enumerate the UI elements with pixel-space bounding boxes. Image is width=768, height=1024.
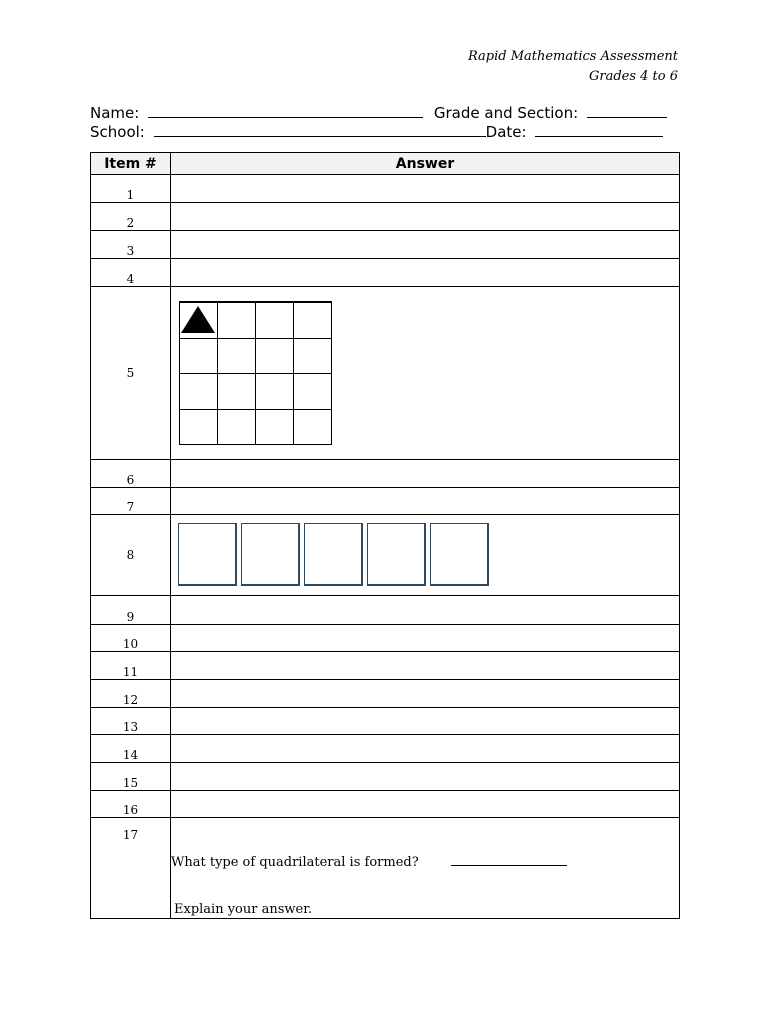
answer-cell[interactable] [171,763,680,791]
answer-cell[interactable] [171,818,680,919]
item-number: 7 [91,488,171,515]
name-label: Name: [90,104,140,122]
grid-cell[interactable] [218,303,256,339]
table-row [91,515,680,596]
item-number: 15 [91,763,171,791]
answer-cell[interactable] [171,596,680,625]
answer-cell[interactable] [171,652,680,680]
answer-boxes [178,523,489,586]
table-row [91,791,680,818]
table-row [91,708,680,735]
item-number: 16 [91,791,171,818]
grid-cell[interactable] [218,374,256,410]
answer-cell[interactable] [171,708,680,735]
grid-cell[interactable] [180,339,218,375]
answer-cell[interactable] [171,203,680,231]
grid-cell[interactable] [180,303,218,339]
answer-box[interactable] [241,523,300,586]
answer-cell[interactable] [171,488,680,515]
answer-cell[interactable] [171,680,680,708]
grid-cell[interactable] [256,339,294,375]
item-number: 3 [91,231,171,259]
answer-cell[interactable] [171,460,680,488]
assessment-title: Rapid Mathematics Assessment [467,49,678,64]
grid-cell[interactable] [294,410,332,446]
item17-question [171,853,567,870]
table-row [91,680,680,708]
answer-cell[interactable] [171,791,680,818]
item-number: 4 [91,259,171,287]
answer-cell[interactable] [171,287,680,460]
assessment-grades: Grades 4 to 6 [588,69,678,84]
grid-cell[interactable] [294,374,332,410]
triangle-icon [181,306,215,333]
school-date-row [90,122,663,141]
table-header-row [91,153,680,175]
answer-header: Answer [171,153,680,175]
answer-box[interactable] [304,523,363,586]
item-number: 9 [91,596,171,625]
grid-cell[interactable] [218,339,256,375]
grid-4x4[interactable] [179,301,332,445]
item-number: 1 [91,175,171,203]
answer-cell[interactable] [171,175,680,203]
table-row [91,287,680,460]
answer-cell[interactable] [171,625,680,652]
table-row [91,596,680,625]
table-row [91,460,680,488]
grid-cell[interactable] [294,303,332,339]
table-row [91,763,680,791]
answer-table [90,152,680,919]
name-field[interactable] [148,103,423,118]
grid-cell[interactable] [218,410,256,446]
name-grade-row [90,103,667,122]
item17-explain: Explain your answer. [174,902,313,917]
item-number-header: Item # [91,153,171,175]
item-number: 17 [91,818,171,919]
date-label: Date: [485,123,527,141]
answer-cell[interactable] [171,259,680,287]
item-number: 11 [91,652,171,680]
table-row [91,175,680,203]
item-number: 13 [91,708,171,735]
answer-box[interactable] [178,523,237,586]
table-row [91,625,680,652]
item-number: 12 [91,680,171,708]
table-row [91,259,680,287]
item-number: 2 [91,203,171,231]
item17-answer-blank[interactable] [451,853,567,866]
item-number: 5 [91,287,171,460]
table-row [91,203,680,231]
item-number: 10 [91,625,171,652]
item-number: 6 [91,460,171,488]
grid-cell[interactable] [256,303,294,339]
answer-cell[interactable] [171,735,680,763]
table-row [91,231,680,259]
grade-section-label: Grade and Section: [433,104,579,122]
answer-box[interactable] [367,523,426,586]
school-label: School: [90,123,145,141]
grid-cell[interactable] [180,374,218,410]
grid-cell[interactable] [294,339,332,375]
item-number: 14 [91,735,171,763]
answer-box[interactable] [430,523,489,586]
grid-cell[interactable] [256,374,294,410]
table-row [91,818,680,919]
answer-cell[interactable] [171,515,680,596]
grid-cell[interactable] [256,410,294,446]
table-row [91,735,680,763]
grade-section-field[interactable] [587,103,667,118]
table-row [91,488,680,515]
table-row [91,652,680,680]
date-field[interactable] [535,122,663,137]
item17-question-text: What type of quadrilateral is formed? [171,855,419,870]
school-field[interactable] [154,122,486,137]
grid-cell[interactable] [180,410,218,446]
assessment-header [468,47,678,87]
answer-cell[interactable] [171,231,680,259]
item-number: 8 [91,515,171,596]
